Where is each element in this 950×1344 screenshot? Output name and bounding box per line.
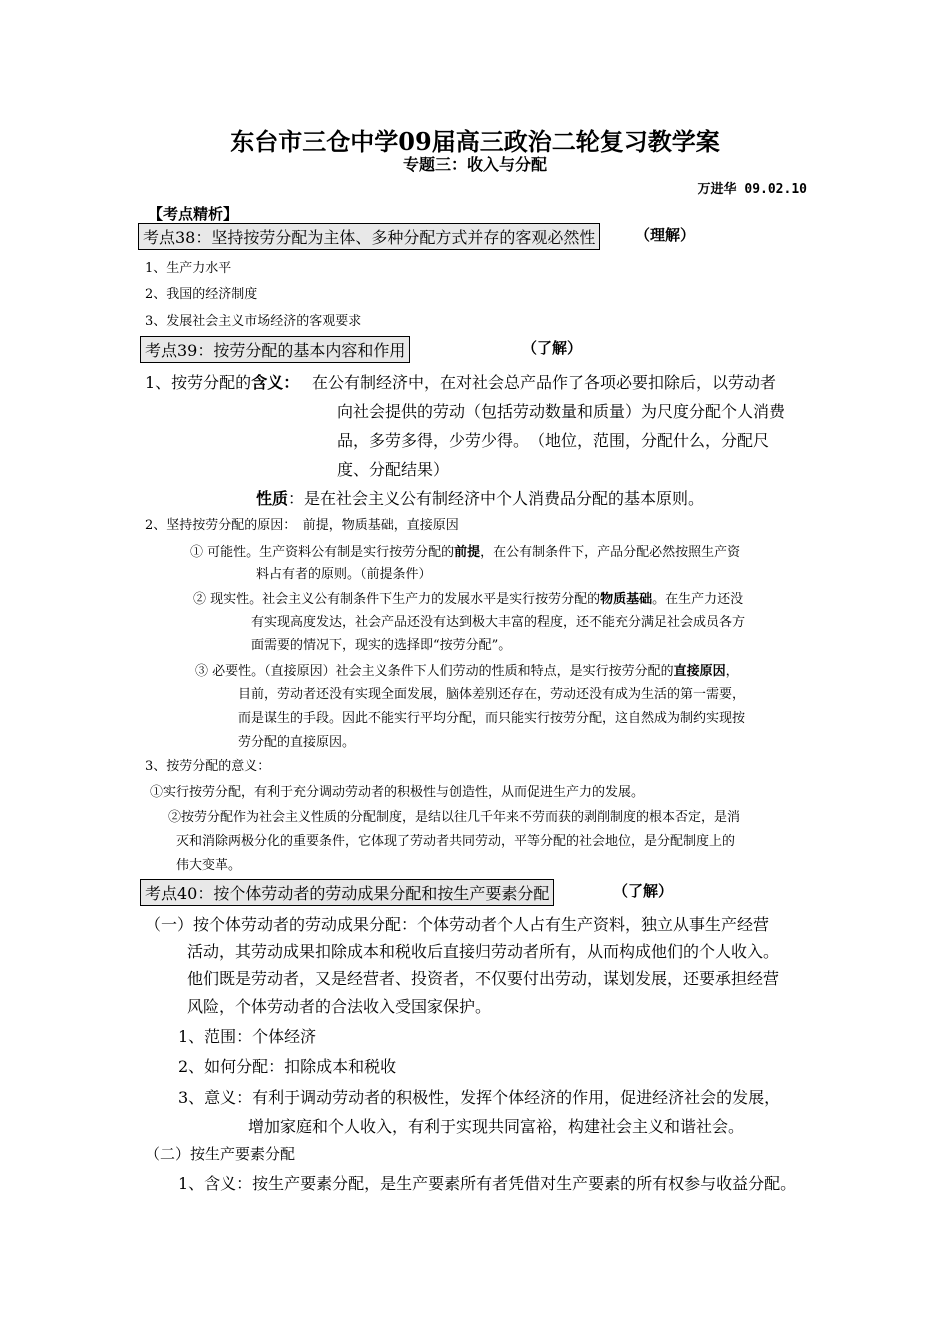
kp39-significance: 灭和消除两极分化的重要条件，它体现了劳动者共同劳动，平等分配的社会地位，是分配制度上的 <box>176 834 736 849</box>
kp39-significance: ①实行按劳分配，有利于充分调动劳动者的积极性与创造性，从而促进生产力的发展。 <box>150 785 645 800</box>
kp39-reason-possibility: 料占有者的原则。（前提条件） <box>256 567 432 582</box>
kp39-definition-text: 度、分配结果） <box>337 460 450 479</box>
kp40-individual-distribution: （一）按个体劳动者的劳动成果分配：个体劳动者个人占有生产资料，独立从事生产经营 <box>145 915 770 934</box>
kp39-nature: 性质：是在社会主义公有制经济中个人消费品分配的基本原则。 <box>256 489 705 508</box>
kp40-title: 考点40：按个体劳动者的劳动成果分配和按生产要素分配 <box>140 879 554 906</box>
kp39-definition-text: 品，多劳多得，少劳少得。 （地位，范围，分配什么，分配尺 <box>337 431 770 450</box>
kp38-title: 考点38：坚持按劳分配为主体、多种分配方式并存的客观必然性 <box>138 223 600 250</box>
kp40-how: 2、如何分配：扣除成本和税收 <box>178 1057 397 1076</box>
kp38-item: 1、生产力水平 <box>145 261 232 276</box>
kp38-item: 3、发展社会主义市场经济的客观要求 <box>145 314 362 329</box>
kp39-reason-possibility: ① 可能性。生产资料公有制是实行按劳分配的前提，在公有制条件下，产品分配必然按照生产资 <box>190 545 741 560</box>
document-subtitle: 专题三：收入与分配 <box>402 155 547 174</box>
kp38-item: 2、我国的经济制度 <box>145 287 258 302</box>
kp40-requirement: （了解） <box>613 882 674 900</box>
kp39-reason-necessity: 而是谋生的手段。因此不能实行平均分配，而只能实行按劳分配，这自然成为制约实现按 <box>238 711 746 726</box>
kp40-meaning: 3、意义：有利于调动劳动者的积极性，发挥个体经济的作用，促进经济社会的发展， <box>178 1088 781 1107</box>
kp39-reason-necessity: 劳分配的直接原因。 <box>238 735 356 750</box>
kp39-title: 考点39：按劳分配的基本内容和作用 <box>140 336 410 363</box>
kp40-individual-distribution: 活动，其劳动成果扣除成本和税收后直接归劳动者所有，从而构成他们的个人收入。 <box>187 942 780 961</box>
kp39-reason-necessity: ③ 必要性。（直接原因）社会主义条件下人们劳动的性质和特点，是实行按劳分配的直接原因， <box>195 664 739 679</box>
kp39-significance-title: 3、按劳分配的意义： <box>145 759 271 774</box>
kp40-factor-distribution-definition: 1、含义：按生产要素分配，是生产要素所有者凭借对生产要素的所有权参与收益分配。 <box>178 1174 797 1193</box>
kp39-reason-reality: 面需要的情况下，现实的选择即“按劳分配”。 <box>251 638 512 653</box>
kp39-requirement: （了解） <box>522 339 583 357</box>
kp40-factor-distribution-title: （二）按生产要素分配 <box>145 1145 296 1163</box>
kp40-meaning: 增加家庭和个人收入，有利于实现共同富裕，构建社会主义和谐社会。 <box>248 1117 745 1136</box>
section-header: 【考点精析】 <box>148 205 239 223</box>
kp39-significance: ②按劳分配作为社会主义性质的分配制度，是结以往几千年来不劳而获的剥削制度的根本否定，是消 <box>168 810 741 825</box>
kp39-definition-label: 1、按劳分配的含义： <box>145 373 300 392</box>
kp40-scope: 1、范围：个体经济 <box>178 1027 317 1046</box>
kp38-requirement: （理解） <box>635 226 696 244</box>
kp40-individual-distribution: 他们既是劳动者，又是经营者、投资者，不仅要付出劳动，谋划发展，还要承担经营 <box>187 969 780 988</box>
author-date: 万进华 09.02.10 <box>697 182 807 197</box>
kp39-reason-reality: 有实现高度发达，社会产品还没有达到极大丰富的程度，还不能充分满足社会成员各方 <box>251 615 746 630</box>
kp39-definition-text: 在公有制经济中，在对社会总产品作了各项必要扣除后，以劳动者 <box>312 373 777 392</box>
kp40-individual-distribution: 风险，个体劳动者的合法收入受国家保护。 <box>187 997 492 1016</box>
document-title: 东台市三仓中学09届高三政治二轮复习教学案 <box>230 127 720 156</box>
kp39-reason-reality: ② 现实性。社会主义公有制条件下生产力的发展水平是实行按劳分配的物质基础。在生产力还没 <box>193 592 744 607</box>
kp39-significance: 伟大变革。 <box>176 858 242 873</box>
kp39-reasons-title: 2、坚持按劳分配的原因： 前提，物质基础，直接原因 <box>145 518 459 533</box>
kp39-definition-text: 向社会提供的劳动（包括劳动数量和质量）为尺度分配个人消费 <box>337 402 786 421</box>
kp39-reason-necessity: 目前，劳动者还没有实现全面发展，脑体差别还存在，劳动还没有成为生活的第一需要， <box>238 687 746 702</box>
